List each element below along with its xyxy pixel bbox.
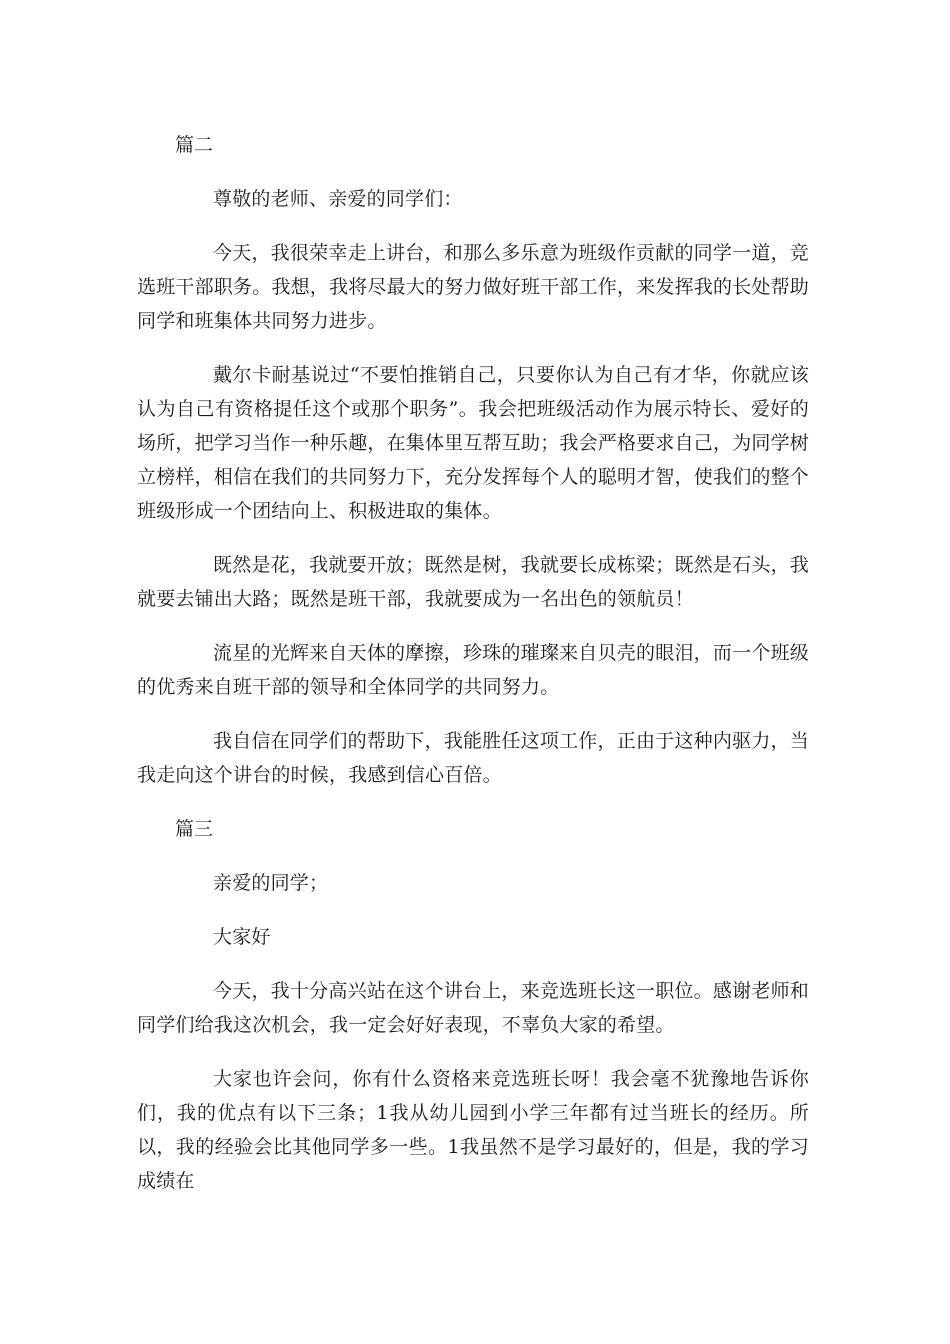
paragraph: 戴尔卡耐基说过“不要怕推销自己，只要你认为自己有才华，你就应该认为自己有资格提任这个或那个职务”。我会把班级活动作为展示特长、爱好的场所，把学习当作一种乐趣，在集体里互帮互助；我会严格要求自己，为同学树立榜样，相信在我们的共同努力下，充分发挥每个人的聪明才智，使我们的整个班级形成一个团结向上、积极进取的集体。 (137, 364, 810, 522)
section-heading: 篇二 (175, 134, 214, 156)
paragraph: 我自信在同学们的帮助下，我能胜任这项工作，正由于这种内驱力，当我走向这个讲台的时候，我感到信心百倍。 (137, 730, 809, 786)
paragraph: 既然是花，我就要开放；既然是树，我就要长成栋梁；既然是石头，我就要去铺出大路；既然是班干部，我就要成为一名出色的领航员！ (137, 554, 809, 610)
greeting: 大家好 (213, 926, 271, 948)
paragraph: 流星的光辉来自天体的摩擦，珍珠的璀璨来自贝壳的眼泪，而一个班级的优秀来自班干部的领导和全体同学的共同努力。 (137, 642, 809, 698)
document-body (137, 128, 809, 1218)
paragraph: 大家也许会问，你有什么资格来竞选班长呀！我会毫不犹豫地告诉你们，我的优点有以下三条；1我从幼儿园到小学三年都有过当班长的经历。所以，我的经验会比其他同学多一些。1我虽然不是学习最好的，但是，我的学习成绩在 (137, 1068, 809, 1192)
salutation: 亲爱的同学； (213, 872, 329, 894)
salutation: 尊敬的老师、亲爱的同学们： (213, 188, 463, 210)
paragraph: 今天，我很荣幸走上讲台，和那么多乐意为班级作贡献的同学一道，竞选班干部职务。我想，我将尽最大的努力做好班干部工作，来发挥我的长处帮助同学和班集体共同努力进步。 (137, 242, 810, 332)
section-heading: 篇三 (175, 818, 214, 840)
paragraph: 今天，我十分高兴站在这个讲台上，来竞选班长这一职位。感谢老师和同学们给我这次机会，我一定会好好表现，不辜负大家的希望。 (137, 980, 809, 1036)
